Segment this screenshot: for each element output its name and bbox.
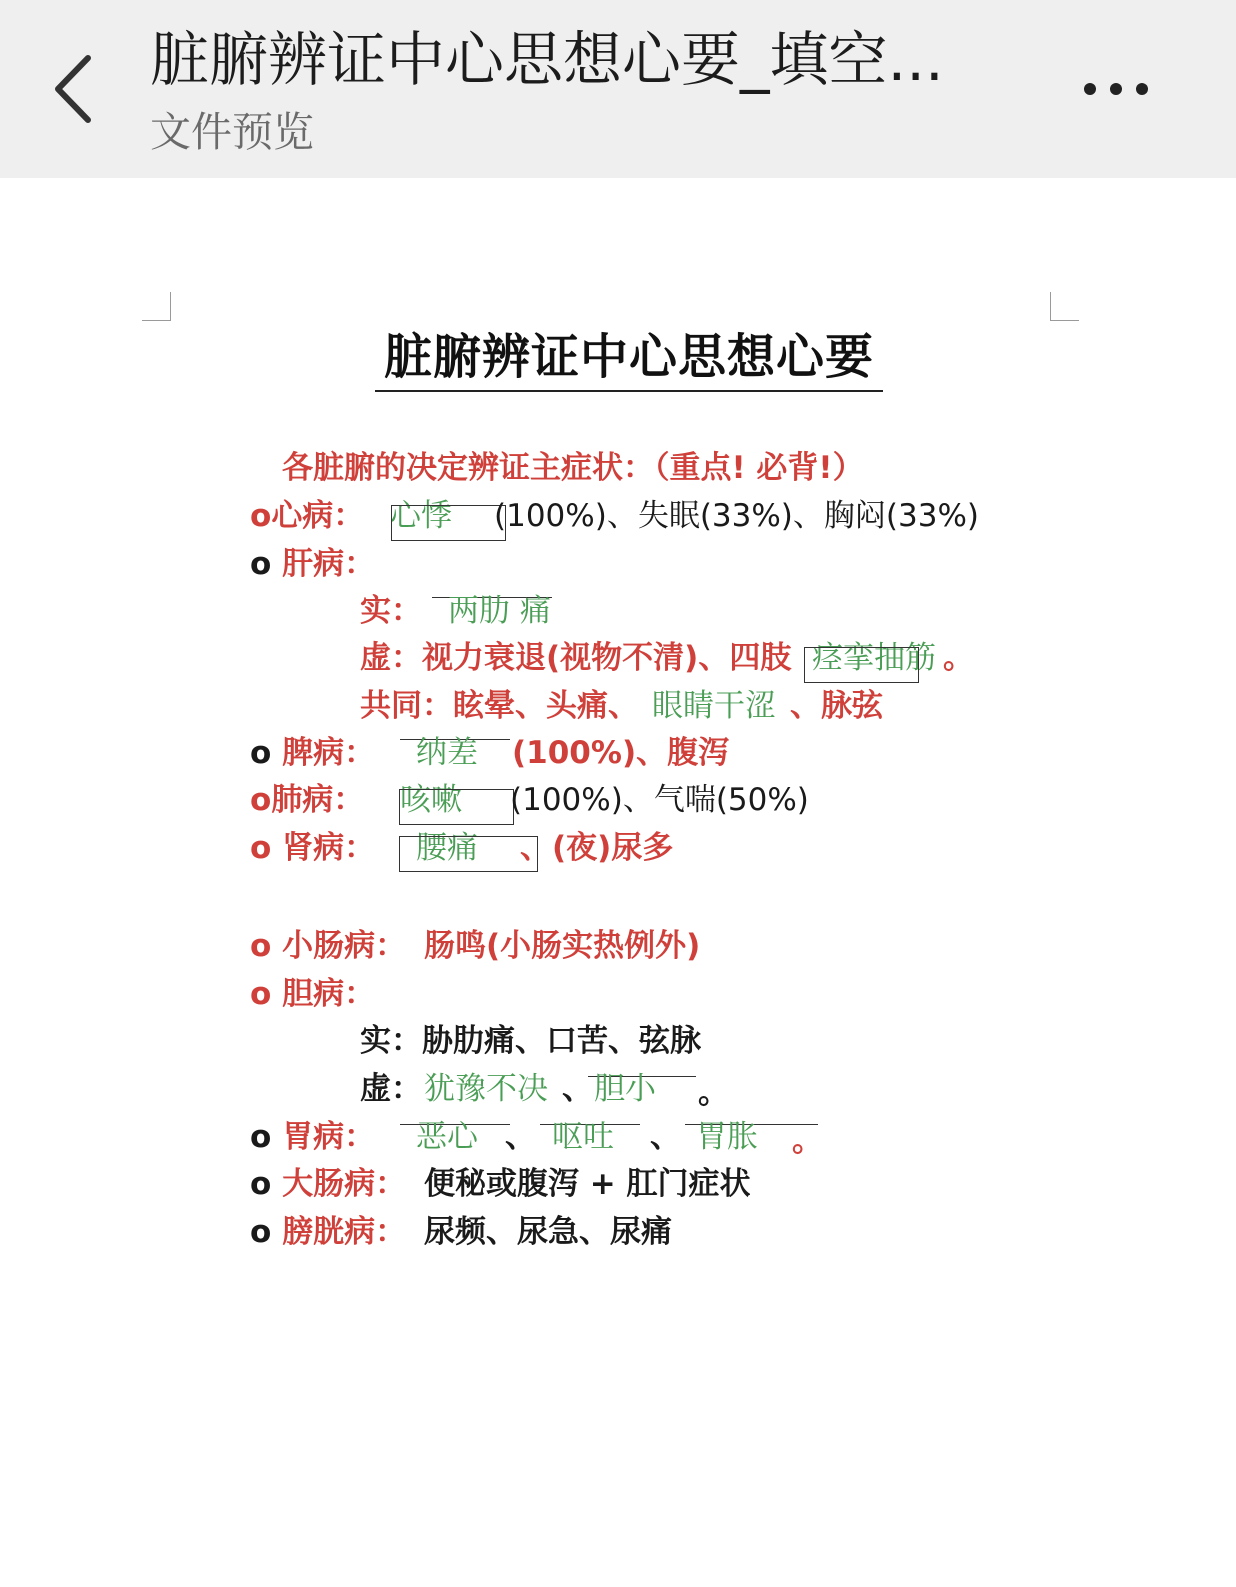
liver-xu-answer: 痉挛抽筋 xyxy=(812,640,936,676)
answer-box xyxy=(399,789,514,825)
liver-label: 肝病： xyxy=(282,546,376,582)
spleen-label: 脾病： xyxy=(282,735,376,771)
lung-rest: (100%)、气喘(50%) xyxy=(510,782,809,818)
bullet: o xyxy=(250,782,272,818)
more-dots-icon xyxy=(1076,66,1166,112)
spleen-line xyxy=(250,733,375,773)
gallbladder-xu-answer2: 胆小 xyxy=(594,1071,656,1107)
large-intestine-line xyxy=(250,1164,406,1204)
gallbladder-xu-end: 。 xyxy=(698,1075,729,1111)
answer-box xyxy=(391,505,506,541)
page-corner-mark xyxy=(142,292,171,321)
liver-common-text: 眩晕、头痛、 xyxy=(453,688,639,724)
more-button[interactable] xyxy=(1076,66,1166,112)
answer-box xyxy=(804,647,919,683)
gallbladder-xu-sep: 、 xyxy=(562,1071,593,1107)
stomach-a1: 恶心 xyxy=(416,1119,478,1155)
top-bar xyxy=(0,0,1236,178)
kidney-rest: (夜)尿多 xyxy=(552,830,674,866)
chevron-left-icon xyxy=(38,44,108,134)
bullet: o xyxy=(250,830,272,866)
liver-xu-text: 视力衰退(视物不清)、四肢 xyxy=(422,640,792,676)
liver-common-line xyxy=(360,686,639,726)
small-intestine-label: 小肠病： xyxy=(282,928,407,964)
answer-box xyxy=(399,836,538,872)
kidney-answer: 腰痛 xyxy=(416,830,478,866)
kidney-sep: 、 xyxy=(520,830,551,866)
spleen-answer: 纳差 xyxy=(416,735,478,771)
bullet: o xyxy=(250,1214,272,1250)
liver-xu-end: 。 xyxy=(943,640,974,676)
kidney-label: 肾病： xyxy=(282,830,376,866)
bullet: o xyxy=(250,546,272,582)
heart-answer: 心悸 xyxy=(390,498,452,534)
liver-common-end: 、脉弦 xyxy=(790,688,883,724)
intro-line: 各脏腑的决定辨证主症状：（重点! 必背!） xyxy=(282,450,864,486)
bladder-label: 膀胱病： xyxy=(282,1214,407,1250)
stomach-end: 。 xyxy=(792,1123,823,1159)
lung-line xyxy=(250,780,364,820)
large-intestine-label: 大肠病： xyxy=(282,1166,407,1202)
heart-rest: (100%)、失眠(33%)、胸闷(33%) xyxy=(494,498,979,534)
lung-answer: 咳嗽 xyxy=(400,782,462,818)
file-title: 脏腑辨证中心思想心要_填空... xyxy=(150,25,944,94)
small-intestine-text: 肠鸣(小肠实热例外) xyxy=(424,928,701,964)
stomach-sep2: 、 xyxy=(650,1119,681,1155)
heart-label: 心病： xyxy=(271,498,365,534)
bullet: o xyxy=(250,976,272,1012)
stomach-a3: 胃胀 xyxy=(696,1119,758,1155)
stomach-sep1: 、 xyxy=(505,1119,536,1155)
liver-shi-label: 实： xyxy=(360,593,422,629)
bladder-line xyxy=(250,1212,406,1252)
stomach-a2: 呕吐 xyxy=(552,1119,614,1155)
gallbladder-xu-answer1: 犹豫不决 xyxy=(424,1071,548,1107)
gallbladder-xu-label: 虚： xyxy=(360,1071,422,1107)
file-preview-label: 文件预览 xyxy=(150,108,314,156)
stomach-label: 胃病： xyxy=(282,1119,376,1155)
lung-label: 肺病： xyxy=(271,782,365,818)
liver-line xyxy=(250,544,375,584)
gallbladder-label: 胆病： xyxy=(282,976,376,1012)
gallbladder-shi-line xyxy=(360,1021,701,1061)
spleen-rest: (100%)、腹泻 xyxy=(512,735,730,771)
bullet: o xyxy=(250,1119,272,1155)
gallbladder-shi-text: 胁肋痛、口苦、弦脉 xyxy=(422,1023,701,1059)
gallbladder-line xyxy=(250,974,375,1014)
large-intestine-text: 便秘或腹泻 + 肛门症状 xyxy=(424,1166,751,1202)
liver-common-answer: 眼睛干涩 xyxy=(652,688,776,724)
back-button[interactable] xyxy=(38,44,108,134)
bullet: o xyxy=(250,735,272,771)
liver-common-label: 共同： xyxy=(360,688,453,724)
liver-shi-answer: 两肋 痛 xyxy=(448,593,551,629)
liver-xu-label: 虚： xyxy=(360,640,422,676)
bladder-text: 尿频、尿急、尿痛 xyxy=(424,1214,672,1250)
liver-xu-line xyxy=(360,638,791,678)
bullet: o xyxy=(250,928,272,964)
doc-title: 脏腑辨证中心思想心要 xyxy=(375,326,883,392)
kidney-line xyxy=(250,828,375,868)
bullet: o xyxy=(250,1166,272,1202)
heart-line xyxy=(250,496,364,536)
stomach-line xyxy=(250,1117,375,1157)
gallbladder-shi-label: 实： xyxy=(360,1023,422,1059)
bullet: o xyxy=(250,498,272,534)
small-intestine-line xyxy=(250,926,406,966)
page-corner-mark xyxy=(1050,292,1079,321)
